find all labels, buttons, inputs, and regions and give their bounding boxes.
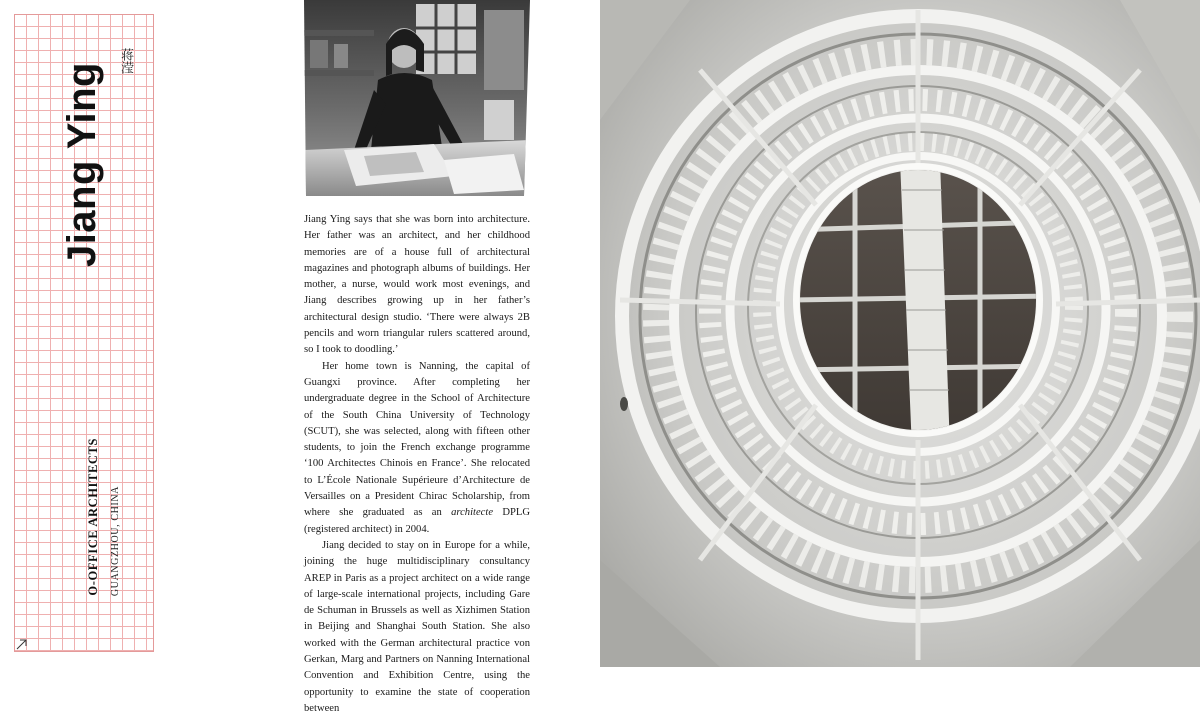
article-paragraph-1: Jiang Ying says that she was born into architecture. Her father was an architect, and her childhood memories are of a house full of architectural magazines and photograph albums of buildings. Her mother, a nurse, would work most evenings, and Jiang describes growing up in her father’s architectural design studio. ‘There were always 2B pencils and worn triangular rulers scattered around, so I took to doodling.’	[304, 214, 530, 356]
italic-term: architecte	[451, 507, 494, 519]
firm-name: O-OFFICE ARCHITECTS	[86, 438, 100, 596]
architecture-photo	[600, 0, 1200, 667]
portrait-photo	[304, 0, 530, 196]
article-paragraph-2-text: Her home town is Nanning, the capital of Guangxi province. After completing her undergraduate degree in the School of Architecture of the South China University of Technology (SCUT), she was selected, along with fifteen other students, to join the French exchange programme ‘100 Architectes Chinois en France’. She relocated to L’École Nationale Supérieure d’Architecture de Versailles on a President Chirac Scholarship, from where she graduated as an	[304, 360, 530, 519]
architect-name: Jiang Ying	[60, 62, 104, 268]
article-paragraph-2	[304, 359, 530, 538]
architect-name-chinese: 蒋滢	[118, 48, 133, 74]
article-paragraph-2-end: DPLG (registered architect) in 2004.	[304, 507, 530, 535]
arrow-northeast-icon	[16, 638, 28, 650]
article-body	[304, 212, 530, 717]
article-paragraph-3: Jiang decided to stay on in Europe for a while, joining the huge multidisciplinary consultancy AREP in Paris as a project architect on a wide range of large-scale international projects, including Gare de Schuman in Brussels as well as Xizhimen Station in Beijing and Shanghai South Station. She also worked with the German architectural practice von Gerkan, Marg and Partners on Nanning International Convention and Exhibition Centre, using the opportunity to examine the state of cooperation between	[304, 539, 530, 714]
firm-location: GUANGZHOU, CHINA	[110, 486, 121, 597]
